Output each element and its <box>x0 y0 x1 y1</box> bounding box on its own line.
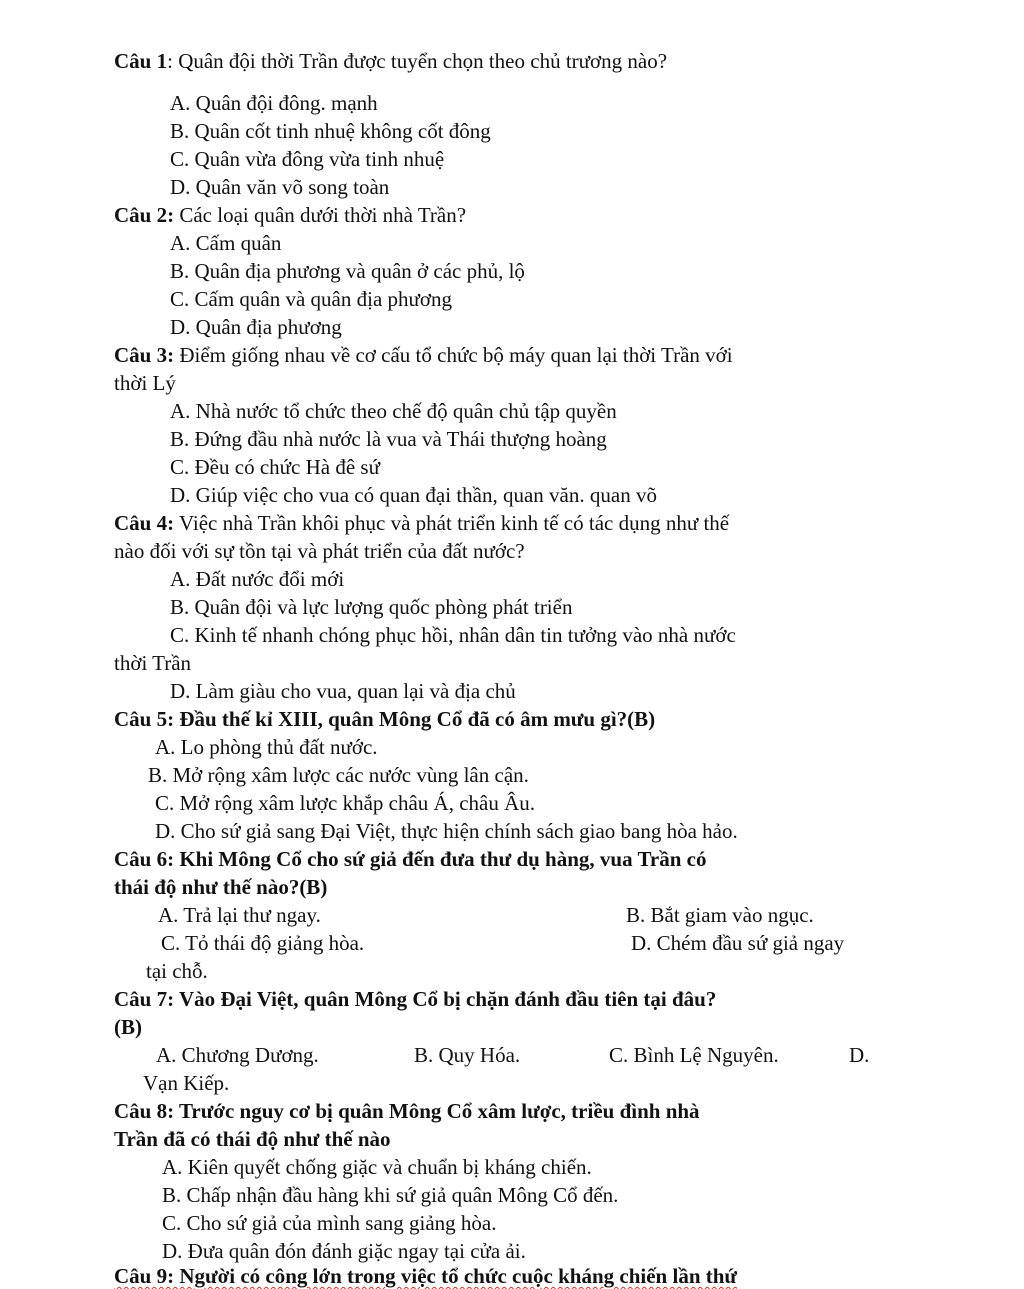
question-1-option-d: D. Quân văn võ song toàn <box>170 175 390 199</box>
question-8-option-b: B. Chấp nhận đầu hàng khi sứ giả quân Mông Cổ đến. <box>162 1183 619 1207</box>
question-8-option-d: D. Đưa quân đón đánh giặc ngay tại cửa ải. <box>162 1239 526 1263</box>
question-3-label: Câu 3: <box>114 343 175 367</box>
question-3-text-line-2: thời Lý <box>114 371 176 395</box>
question-2-option-d: D. Quân địa phương <box>170 315 342 339</box>
question-8-option-a: A. Kiên quyết chống giặc và chuẩn bị kháng chiến. <box>162 1155 592 1179</box>
question-1-label: Câu 1 <box>114 49 168 73</box>
question-5-option-c: C. Mở rộng xâm lược khắp châu Á, châu Âu. <box>155 791 536 815</box>
question-2 <box>114 202 466 228</box>
question-6-text-line-1: Câu 6: Khi Mông Cổ cho sứ giả đến đưa thư dụ hàng, vua Trần có <box>114 847 707 871</box>
question-3-option-c: C. Đều có chức Hà đê sứ <box>170 455 380 479</box>
question-4-option-a: A. Đất nước đổi mới <box>170 567 345 591</box>
question-6-option-d-continuation: tại chỗ. <box>146 959 208 983</box>
question-8-text-line-2: Trần đã có thái độ như thế nào <box>114 1127 391 1151</box>
question-4 <box>114 510 729 536</box>
question-4-option-c: C. Kinh tế nhanh chóng phục hồi, nhân dân tin tưởng vào nhà nước <box>170 623 736 647</box>
question-4-option-d: D. Làm giàu cho vua, quan lại và địa chủ <box>170 679 516 703</box>
question-6-option-b: B. Bắt giam vào ngục. <box>626 903 814 927</box>
question-1-option-a: A. Quân đội đông. mạnh <box>170 91 378 115</box>
question-7-option-b: B. Quy Hóa. <box>414 1043 521 1067</box>
question-7-option-c: C. Bình Lệ Nguyên. <box>609 1043 779 1067</box>
question-5-option-d: D. Cho sứ giả sang Đại Việt, thực hiện chính sách giao bang hòa hảo. <box>155 819 738 843</box>
question-4-option-b: B. Quân đội và lực lượng quốc phòng phát triển <box>170 595 573 619</box>
question-1-option-b: B. Quân cốt tinh nhuệ không cốt đông <box>170 119 491 143</box>
question-1-text: : Quân đội thời Trần được tuyển chọn theo chủ trương nào? <box>167 49 668 73</box>
question-7-option-d-continuation: Vạn Kiếp. <box>143 1071 230 1095</box>
question-8-text-line-1: Câu 8: Trước nguy cơ bị quân Mông Cổ xâm lược, triều đình nhà <box>114 1099 700 1123</box>
question-3-option-d: D. Giúp việc cho vua có quan đại thần, quan văn. quan võ <box>170 483 657 507</box>
question-7-text-line-1: Câu 7: Vào Đại Việt, quân Mông Cổ bị chặn đánh đầu tiên tại đâu? <box>114 987 717 1011</box>
question-2-option-b: B. Quân địa phương và quân ở các phủ, lộ <box>170 259 525 283</box>
question-1 <box>114 48 667 74</box>
question-4-label: Câu 4: <box>114 511 175 535</box>
question-4-text-line-1: Việc nhà Trần khôi phục và phát triển kinh tế có tác dụng như thế <box>174 511 730 535</box>
question-7-text-line-2: (B) <box>114 1015 142 1039</box>
question-5: Câu 5: Đầu thế kỉ XIII, quân Mông Cổ đã có âm mưu gì?(B) <box>114 707 656 731</box>
question-9-partial: Câu 9: Người có công lớn trong việc tổ chức cuộc kháng chiến lần thứ <box>114 1264 738 1288</box>
question-6-option-d: D. Chém đầu sứ giả ngay <box>631 931 845 955</box>
question-2-option-c: C. Cấm quân và quân địa phương <box>170 287 453 311</box>
question-3 <box>114 342 733 368</box>
question-3-option-a: A. Nhà nước tổ chức theo chế độ quân chủ tập quyền <box>170 399 617 423</box>
question-4-text-line-2: nào đối với sự tồn tại và phát triển của đất nước? <box>114 539 525 563</box>
question-5-option-b: B. Mở rộng xâm lược các nước vùng lân cận. <box>148 763 529 787</box>
question-3-option-b: B. Đứng đầu nhà nước là vua và Thái thượng hoàng <box>170 427 607 451</box>
question-8-option-c: C. Cho sứ giả của mình sang giảng hòa. <box>162 1211 497 1235</box>
question-6-option-c: C. Tỏ thái độ giảng hòa. <box>161 931 365 955</box>
question-7-option-d: D. <box>849 1043 870 1067</box>
question-6-option-a: A. Trả lại thư ngay. <box>158 903 321 927</box>
question-3-text-line-1: Điểm giống nhau về cơ cấu tổ chức bộ máy quan lại thời Trần với <box>174 343 733 367</box>
question-2-text: Các loại quân dưới thời nhà Trần? <box>174 203 467 227</box>
question-7-option-a: A. Chương Dương. <box>156 1043 319 1067</box>
question-4-option-c-continuation: thời Trần <box>114 651 192 675</box>
question-2-option-a: A. Cấm quân <box>170 231 282 255</box>
question-5-option-a: A. Lo phòng thủ đất nước. <box>155 735 378 759</box>
question-1-option-c: C. Quân vừa đông vừa tinh nhuệ <box>170 147 445 171</box>
question-2-label: Câu 2: <box>114 203 175 227</box>
question-6-text-line-2: thái độ như thế nào?(B) <box>114 875 328 899</box>
